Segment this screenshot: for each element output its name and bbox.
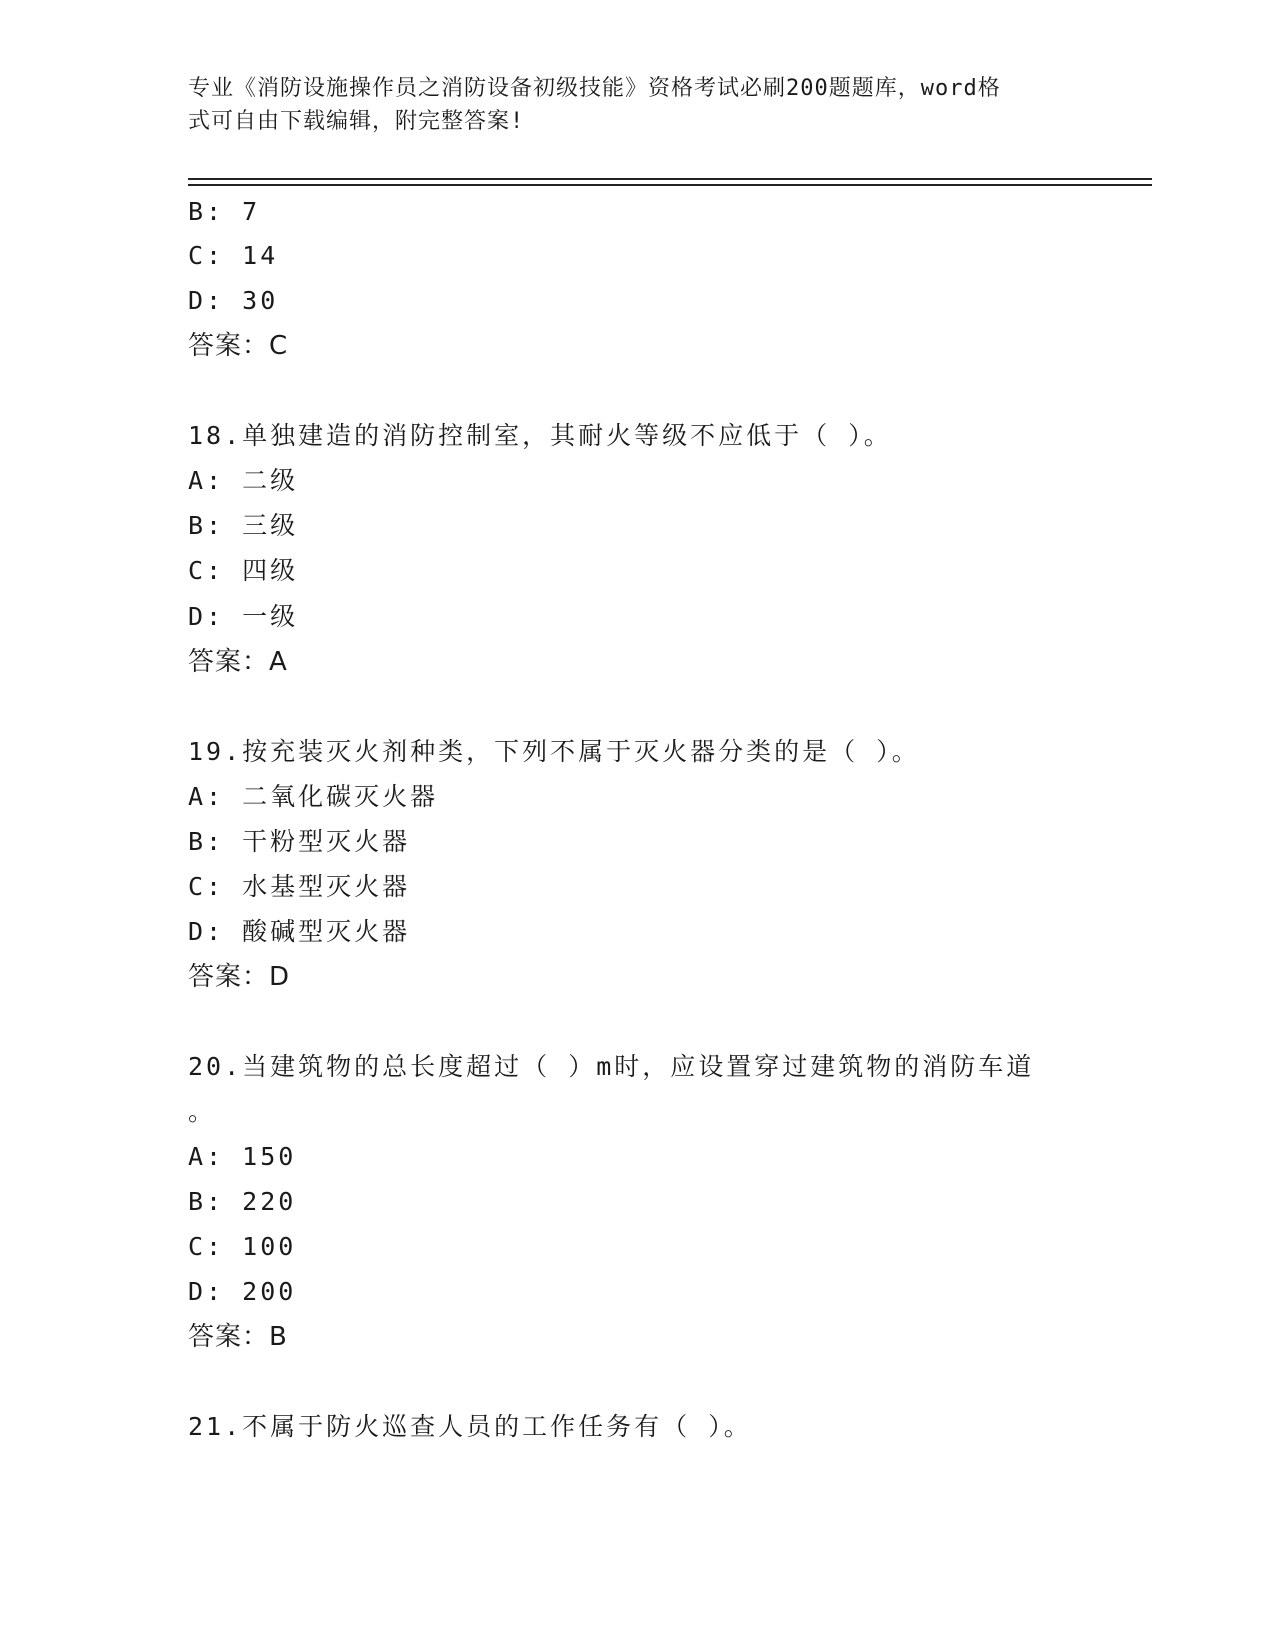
question-text: 20.当建筑物的总长度超过（ ）m时，应设置穿过建筑物的消防车道: [188, 1052, 1035, 1081]
option-c: C: 水基型灭火器: [188, 872, 411, 901]
option-d: D: 酸碱型灭火器: [188, 917, 411, 946]
option-c: C: 100: [188, 1232, 297, 1261]
document-header: [188, 72, 1068, 138]
question-text: 21.不属于防火巡查人员的工作任务有（ ）。: [188, 1412, 752, 1441]
question-text-continued: 。: [188, 1097, 217, 1126]
answer-label: 答案：C: [188, 331, 289, 361]
header-divider-top: [188, 178, 1152, 180]
header-title-line-2: 式可自由下载编辑，附完整答案!: [188, 109, 525, 134]
option-d: D: 200: [188, 1277, 297, 1306]
option-b: B: 220: [188, 1187, 297, 1216]
option-a: A: 二级: [188, 466, 299, 495]
header-divider-bottom: [188, 184, 1152, 186]
option-b: B: 干粉型灭火器: [188, 827, 411, 856]
question-text: 19.按充装灭火剂种类，下列不属于灭火器分类的是（ ）。: [188, 737, 920, 766]
option-b: B: 三级: [188, 511, 299, 540]
option-b: B: 7: [188, 197, 261, 226]
header-title-line-1: 专业《消防设施操作员之消防设备初级技能》资格考试必刷200题题库，word格: [188, 76, 1001, 101]
answer-label: 答案：A: [188, 647, 288, 677]
option-c: C: 14: [188, 241, 279, 270]
question-text: 18.单独建造的消防控制室，其耐火等级不应低于（ ）。: [188, 421, 892, 450]
option-c: C: 四级: [188, 556, 299, 585]
option-a: A: 150: [188, 1142, 297, 1171]
answer-label: 答案：D: [188, 962, 291, 992]
option-a: A: 二氧化碳灭火器: [188, 782, 439, 811]
option-d: D: 一级: [188, 602, 299, 631]
option-d: D: 30: [188, 286, 279, 315]
answer-label: 答案：B: [188, 1322, 288, 1352]
